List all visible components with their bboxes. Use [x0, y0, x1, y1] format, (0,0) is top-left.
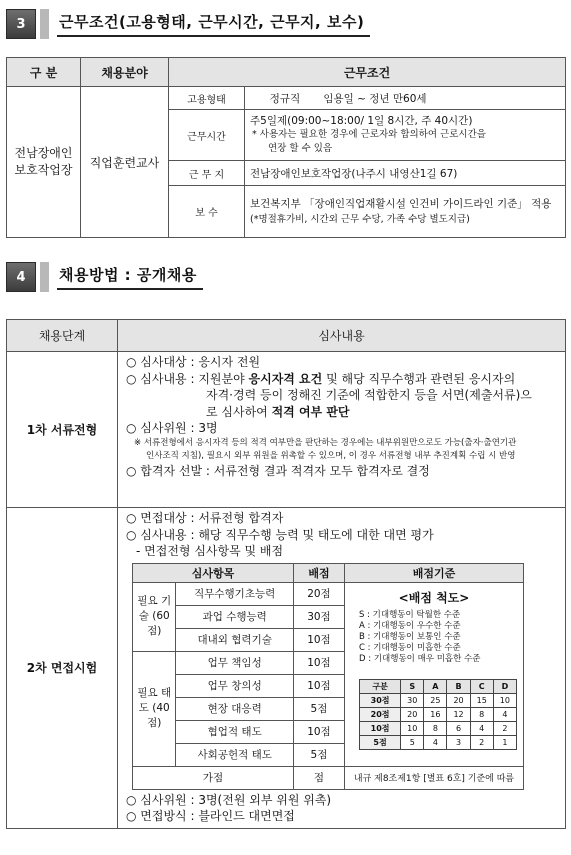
- workplace-value: 전남장애인보호작업장(나주시 내영산1길 67): [245, 161, 566, 186]
- emp-type: 정규직: [269, 92, 301, 105]
- list-item: ○ 심사내용 : 지원분야 응시자격 요건 및 해당 직무수행과 관련된 응시자의: [126, 371, 516, 386]
- bonus-criteria: 내규 제8조제1항 [별표 6호] 기준에 따름: [345, 766, 524, 789]
- item-name: 업무 창의성: [176, 674, 293, 697]
- scale-cell: 30: [401, 693, 424, 707]
- pay-note: (*명절휴가비, 시간외 근무 수당, 가족 수당 별도지급): [250, 213, 470, 225]
- header-field: 채용분야: [81, 58, 169, 87]
- list-item: ○ 심사위원 : 3명(전원 외부 위원 위촉): [126, 792, 332, 807]
- stage-2-content: [118, 508, 566, 829]
- item-name: 현장 대응력: [176, 697, 293, 720]
- header-item: 심사항목: [133, 563, 294, 582]
- item-name: 협업적 태도: [176, 720, 293, 743]
- scale-cell: 2: [493, 721, 516, 735]
- scale-head: C: [470, 679, 493, 693]
- criteria-title: <배점 척도>: [398, 590, 470, 605]
- scale-cell: 4: [470, 721, 493, 735]
- header-bar-decoration: [40, 262, 49, 292]
- item-score: 5점: [293, 743, 344, 766]
- scale-cell: 4: [493, 707, 516, 721]
- scale-cell: 5점: [360, 735, 401, 749]
- work-time-value: [245, 110, 566, 161]
- scale-head: S: [401, 679, 424, 693]
- scale-cell: 10: [493, 693, 516, 707]
- emp-period: 임용일 ~ 정년 만60세: [323, 92, 427, 105]
- scale-cell: 16: [424, 707, 447, 721]
- stage-1-label: 1차 서류전형: [7, 352, 118, 508]
- header-criteria: 배점기준: [345, 563, 524, 582]
- group-skill: 필요 기술 (60점): [133, 582, 176, 651]
- scale-cell: 12: [447, 707, 470, 721]
- item-score: 10점: [293, 651, 344, 674]
- scale-cell: 25: [424, 693, 447, 707]
- scale-cell: 8: [424, 721, 447, 735]
- scale-cell: 8: [470, 707, 493, 721]
- list-subitem: - 면접전형 심사항목 및 배점: [136, 544, 284, 558]
- pay-line: 보건복지부 「장애인직업재활시설 인건비 가이드라인 기준」 적용: [250, 197, 552, 210]
- header-bar-decoration: [40, 9, 49, 39]
- working-conditions-table: [6, 57, 566, 238]
- header-stage: 채용단계: [7, 320, 118, 352]
- item-name: 직무수행기초능력: [176, 582, 293, 605]
- item-name: 대내외 협력기술: [176, 628, 293, 651]
- scale-cell: 10점: [360, 721, 401, 735]
- bonus-label: 가점: [133, 766, 294, 789]
- stage-1-content: [118, 352, 566, 508]
- item-score: 10점: [293, 720, 344, 743]
- item-name: 사회공헌적 태도: [176, 743, 293, 766]
- interview-score-table: [132, 563, 524, 790]
- work-time-note-cont: 연장 할 수 있음: [268, 143, 333, 154]
- section-title: 채용방법 : 공개채용: [57, 264, 203, 290]
- list-item: ○ 심사위원 : 3명: [126, 421, 218, 435]
- criteria-line: B : 기대행동이 보통인 수준: [359, 631, 461, 642]
- scale-table: [359, 679, 517, 750]
- bonus-score: 점: [293, 766, 344, 789]
- criteria-cell: [345, 582, 524, 766]
- list-item: ○ 심사내용 : 해당 직무수행 능력 및 태도에 대한 대면 평가: [126, 527, 434, 542]
- item-score: 20점: [293, 582, 344, 605]
- header-score: 배점: [293, 563, 344, 582]
- section-number: 3: [6, 9, 36, 39]
- item-score: 10점: [293, 674, 344, 697]
- note-cont: 인사조직 지침), 필요시 외부 위원을 위촉할 수 있으며, 이 경우 서류전형 내부 추진계획 수립 시 반영: [146, 450, 516, 461]
- scale-cell: 30점: [360, 693, 401, 707]
- stage-2-label: 2차 면접시험: [7, 508, 118, 829]
- scale-cell: 2: [470, 735, 493, 749]
- section-number: 4: [6, 262, 36, 292]
- criteria-line: A : 기대행동이 우수한 수준: [359, 620, 461, 631]
- scale-cell: 20: [447, 693, 470, 707]
- section-4-header: [6, 262, 203, 292]
- emp-type-value: [245, 87, 566, 110]
- scale-head: 구분: [360, 679, 401, 693]
- list-item: ○ 심사대상 : 응시자 전원: [126, 355, 261, 369]
- group-attitude: 필요 태도 (40점): [133, 651, 176, 766]
- list-item: ○ 면접방식 : 블라인드 대면면접: [126, 809, 295, 823]
- item-score: 30점: [293, 605, 344, 628]
- scale-head: D: [493, 679, 516, 693]
- scale-cell: 15: [470, 693, 493, 707]
- job-field: 직업훈련교사: [81, 87, 169, 238]
- list-item-cont: 로 심사하여 적격 여부 판단: [206, 404, 350, 419]
- work-time-line: 주5일제(09:00~18:00/ 1일 8시간, 주 40시간): [250, 115, 473, 127]
- scale-cell: 1: [493, 735, 516, 749]
- header-review: 심사내용: [118, 320, 566, 352]
- note: ※ 서류전형에서 응시자격 등의 적격 여부만을 판단하는 경우에는 내부위원만으로도 가능(출자·출연기관: [134, 437, 517, 448]
- workplace-label: 근 무 지: [169, 161, 245, 186]
- criteria-line: C : 기대행동이 미흡한 수준: [359, 642, 461, 653]
- pay-label: 보 수: [169, 186, 245, 238]
- section-title: 근무조건(고용형태, 근무시간, 근무지, 보수): [57, 11, 370, 37]
- item-score: 5점: [293, 697, 344, 720]
- list-item: ○ 합격자 선발 : 서류전형 결과 적격자 모두 합격자로 결정: [126, 463, 430, 478]
- criteria-line: S : 기대행동이 탁월한 수준: [359, 609, 461, 620]
- header-gubun: 구 분: [7, 58, 81, 87]
- hiring-method-table: [6, 319, 566, 829]
- scale-cell: 20: [401, 707, 424, 721]
- scale-head: B: [447, 679, 470, 693]
- scale-cell: 20점: [360, 707, 401, 721]
- section-3-header: [6, 9, 370, 39]
- list-item-cont: 자격·경력 등이 정해진 기준에 적합한지 등을 서면(제출서류)으: [206, 388, 532, 402]
- scale-cell: 3: [447, 735, 470, 749]
- list-item: ○ 면접대상 : 서류전형 합격자: [126, 511, 284, 525]
- criteria-line: D : 기대행동이 매우 미흡한 수준: [359, 653, 481, 664]
- scale-cell: 10: [401, 721, 424, 735]
- item-name: 과업 수행능력: [176, 605, 293, 628]
- item-name: 업무 책임성: [176, 651, 293, 674]
- item-score: 10점: [293, 628, 344, 651]
- scale-cell: 4: [424, 735, 447, 749]
- emp-type-label: 고용형태: [169, 87, 245, 110]
- scale-head: A: [424, 679, 447, 693]
- org-name: 전남장애인 보호작업장: [7, 87, 81, 238]
- work-time-label: 근무시간: [169, 110, 245, 161]
- pay-value: [245, 186, 566, 238]
- scale-cell: 6: [447, 721, 470, 735]
- work-time-note: * 사용자는 필요한 경우에 근로자와 합의하여 근로시간을: [252, 129, 486, 140]
- scale-cell: 5: [401, 735, 424, 749]
- header-conditions: 근무조건: [169, 58, 566, 87]
